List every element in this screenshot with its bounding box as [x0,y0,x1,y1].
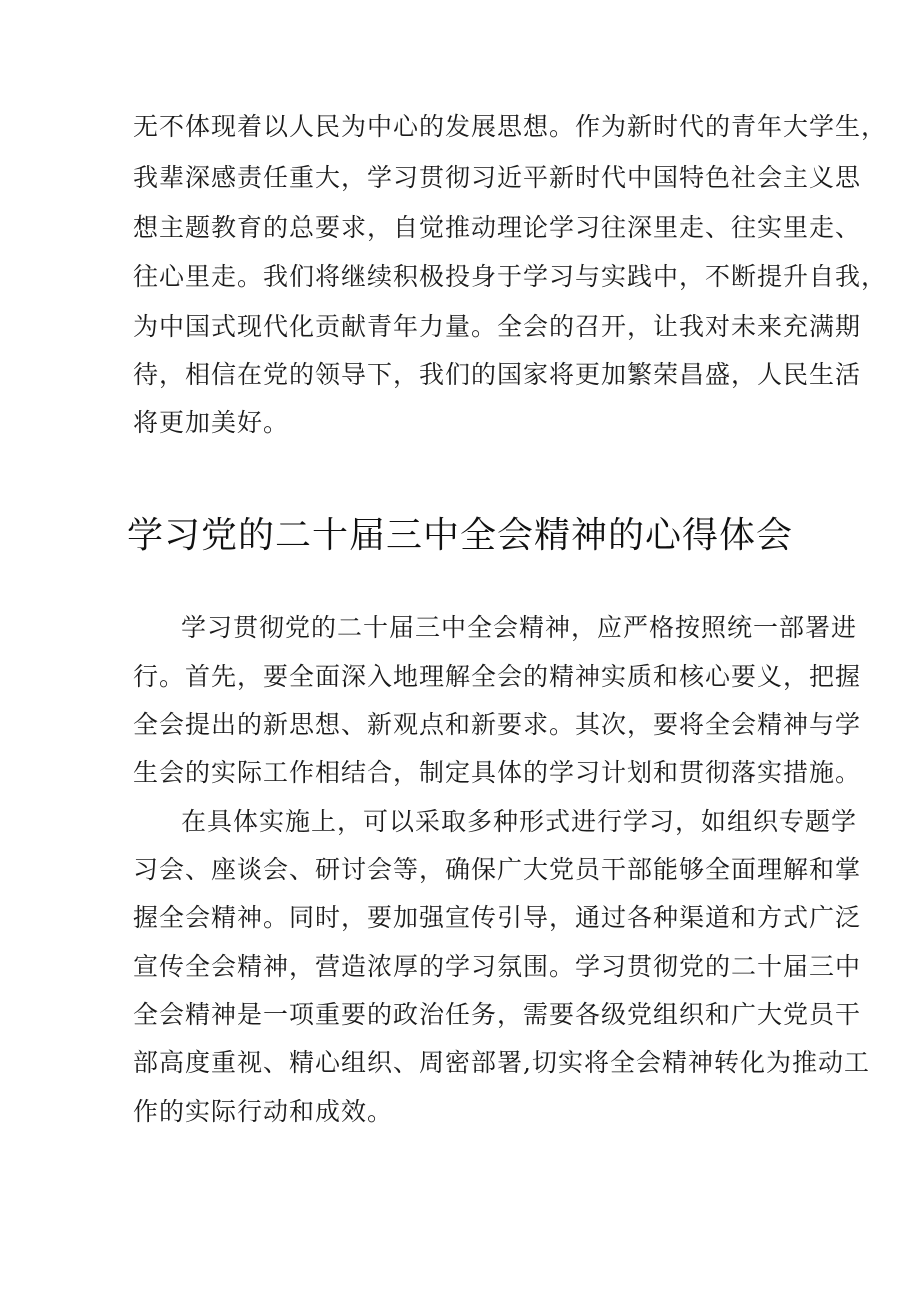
paragraph1-line: 全会提出的新思想、新观点和新要求。其次，要将全会精神与学 [133,710,862,739]
intro-line: 我辈深感责任重大，学习贯彻习近平新时代中国特色社会主义思 [133,163,862,192]
intro-line: 想主题教育的总要求，自觉推动理论学习往深里走、往实里走、 [133,213,862,242]
paragraph2-line: 部高度重视、精心组织、周密部署,切实将全会精神转化为推动工 [133,1048,870,1077]
paragraph1-line: 生会的实际工作相结合，制定具体的学习计划和贯彻落实措施。 [133,758,862,787]
paragraph2-line: 作的实际行动和成效。 [133,1097,394,1126]
paragraph2-line: 全会精神是一项重要的政治任务，需要各级党组织和广大党员干 [133,1000,862,1029]
article-title: 学习党的二十届三中全会精神的心得体会 [126,515,793,556]
intro-line: 待，相信在党的领导下，我们的国家将更加繁荣昌盛，人民生活 [133,360,862,389]
paragraph2-line: 宣传全会精神，营造浓厚的学习氛围。学习贯彻党的二十届三中 [133,952,862,981]
intro-line: 为中国式现代化贡献青年力量。全会的召开，让我对未来充满期 [133,312,862,341]
intro-line: 往心里走。我们将继续积极投身于学习与实践中，不断提升自我， [133,262,888,291]
paragraph2-line: 握全会精神。同时，要加强宣传引导，通过各种渠道和方式广泛 [133,903,862,932]
paragraph2-line: 习会、座谈会、研讨会等，确保广大党员干部能够全面理解和掌 [133,855,862,884]
paragraph2-line: 在具体实施上，可以采取多种形式进行学习，如组织专题学 [181,807,858,836]
paragraph1-line: 行。首先，要全面深入地理解全会的精神实质和核心要义，把握 [133,662,862,691]
intro-line: 无不体现着以人民为中心的发展思想。作为新时代的青年大学生， [133,112,888,141]
intro-line: 将更加美好。 [133,408,290,437]
paragraph1-line: 学习贯彻党的二十届三中全会精神，应严格按照统一部署进 [181,613,858,642]
